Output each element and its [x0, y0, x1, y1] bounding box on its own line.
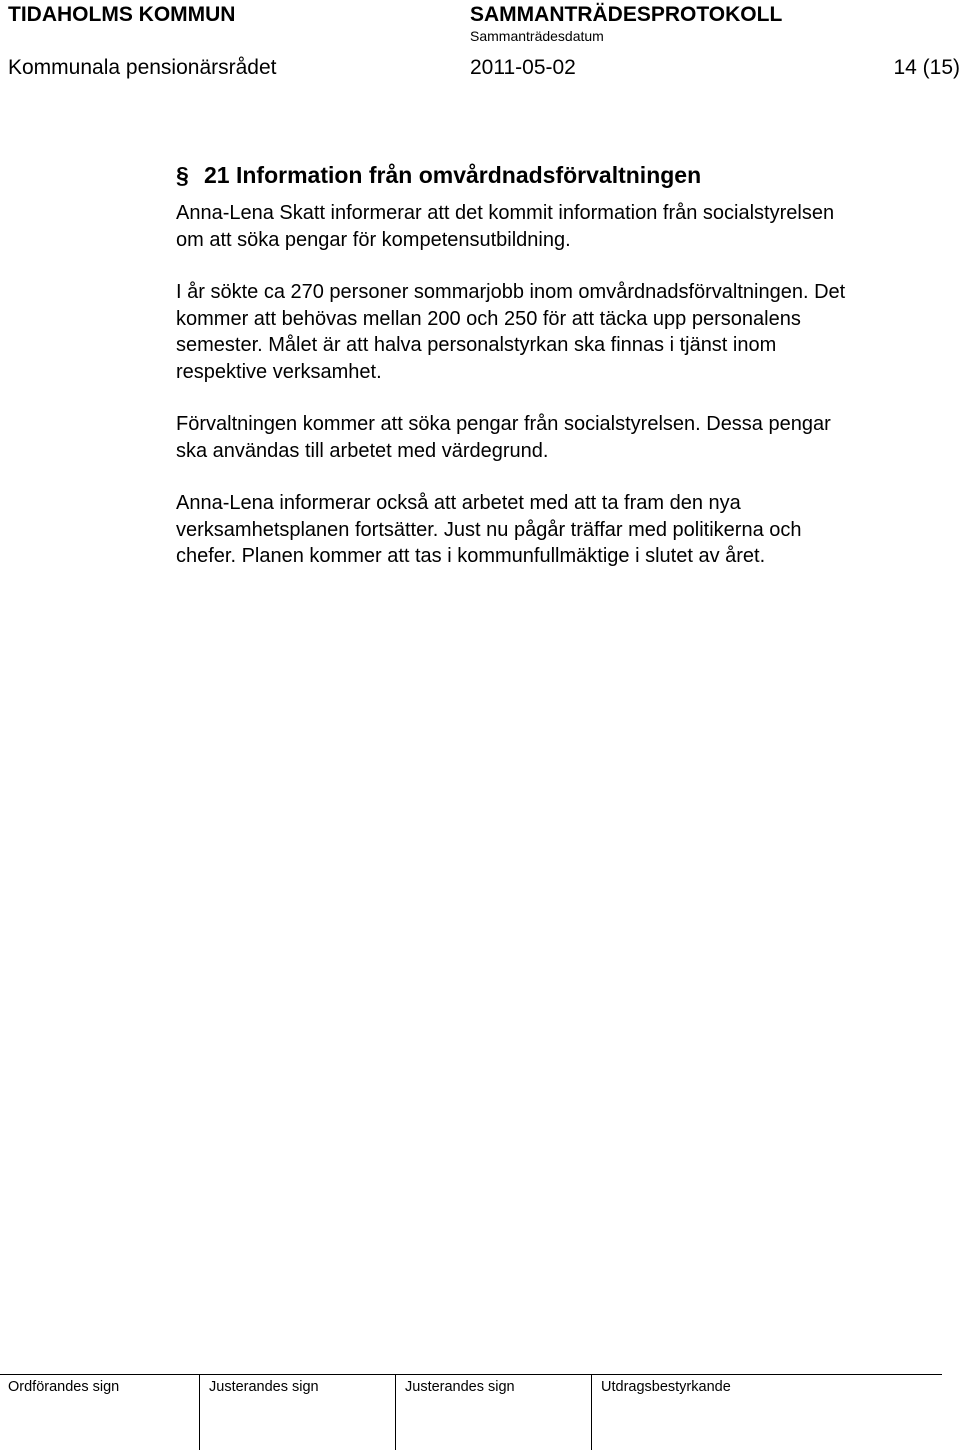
paragraph-line: chefer. Planen kommer att tas i kommunfullmäktige i slutet av året.	[176, 545, 766, 567]
paragraph	[176, 411, 946, 464]
section-heading	[176, 158, 946, 192]
organization-name: TIDAHOLMS KOMMUN	[8, 3, 236, 26]
protocol-section	[176, 158, 946, 596]
paragraph-line: Anna-Lena Skatt informerar att det kommit information från socialstyrelsen	[176, 202, 835, 224]
paragraph-line: verksamhetsplanen fortsätter. Just nu pågår träffar med politikerna och	[176, 518, 802, 541]
certification-box: Utdragsbestyrkande	[591, 1374, 951, 1450]
paragraph-line: I år sökte ca 270 personer sommarjobb inom omvårdnadsförvaltningen. Det	[176, 281, 846, 303]
paragraph-sign: §	[176, 162, 189, 188]
section-title: 21 Information från omvårdnadsförvaltningen	[204, 162, 702, 188]
paragraph-line: Förvaltningen kommer att söka pengar från socialstyrelsen. Dessa pengar	[176, 413, 831, 435]
paragraph-line: respektive verksamhet.	[176, 360, 382, 383]
paragraph	[176, 279, 946, 385]
chair-signature-box: Ordförandes sign	[8, 1379, 120, 1395]
signature-footer	[0, 1374, 960, 1447]
paragraph-line: Anna-Lena informerar också att arbetet med att ta fram den nya	[176, 492, 741, 514]
paragraph-line: ska användas till arbetet med värdegrund.	[176, 439, 549, 462]
adjuster-signature-box: Justerandes sign	[199, 1374, 404, 1450]
meeting-date: 2011-05-02	[470, 56, 576, 79]
paragraph	[176, 200, 946, 253]
paragraph-line: semester. Målet är att halva personalstyrkan ska finnas i tjänst inom	[176, 334, 777, 356]
paragraph-line: om att söka pengar för kompetensutbildning.	[176, 228, 571, 251]
paragraph-line: kommer att behövas mellan 200 och 250 för att täcka upp personalens	[176, 307, 801, 330]
adjuster-signature-box: Justerandes sign	[395, 1374, 600, 1450]
committee-name: Kommunala pensionärsrådet	[8, 56, 277, 79]
paragraph	[176, 490, 946, 570]
document-type: SAMMANTRÄDESPROTOKOLL	[470, 3, 783, 26]
meeting-date-caption: Sammanträdesdatum	[470, 28, 604, 44]
page-number: 14 (15)	[893, 56, 960, 79]
